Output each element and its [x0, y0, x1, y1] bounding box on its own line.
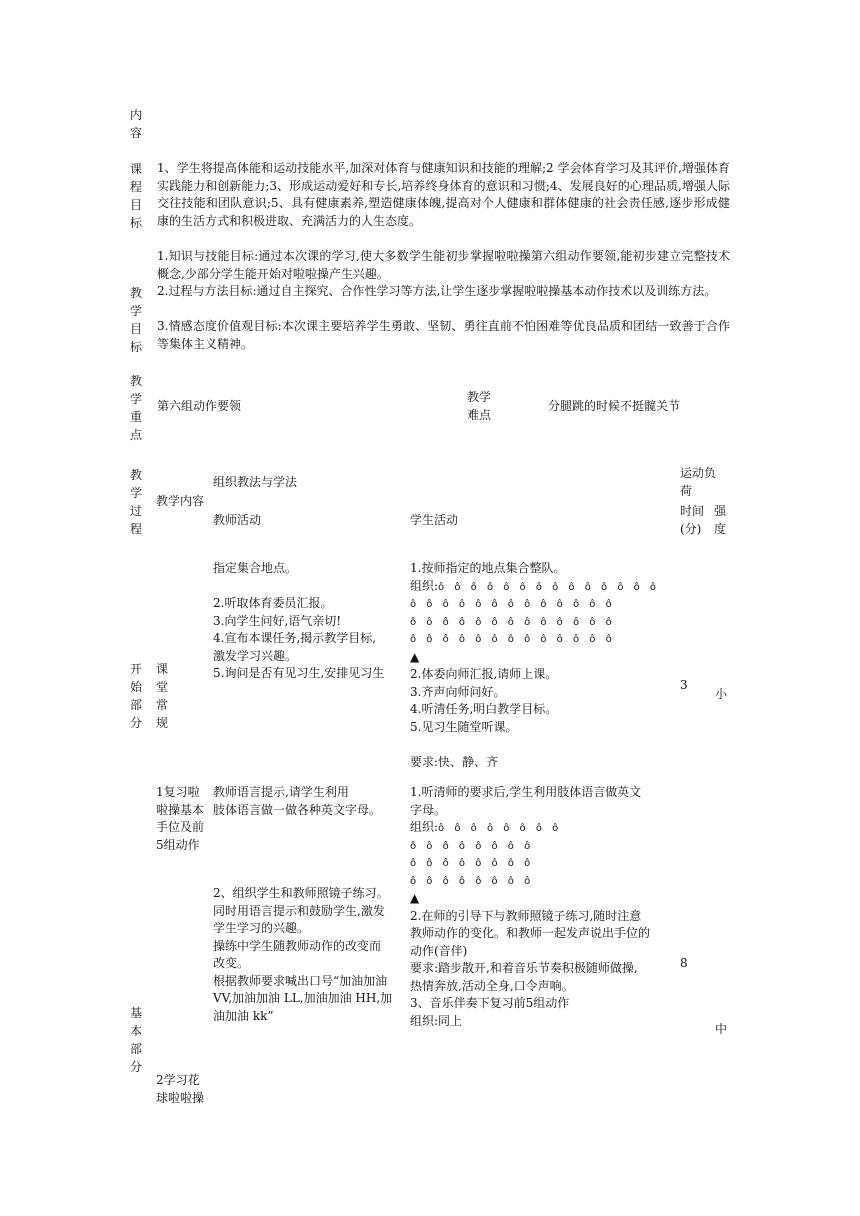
basic-student-line: 3、音乐伴奏下复习前5组动作 — [410, 996, 570, 1010]
teacher-position-icon: ▲ — [410, 891, 420, 905]
basic-teacher-activity-1 — [213, 784, 381, 819]
basic-teacher-line: 改变。 — [213, 956, 250, 970]
basic-student-line: 1.听清师的要求后,学生利用肢体语言做英文 — [410, 785, 642, 799]
start-teacher-line — [213, 578, 384, 596]
content-label: 内容 — [129, 108, 142, 140]
teaching-goal-item-2: 2.过程与方法目标:通过自主探究、合作性学习等方法,让学生逐步掌握啦啦操基本动作技术以及训练方法。 — [157, 284, 717, 298]
basic-content-2: 2学习花球啦啦操 — [156, 1073, 205, 1105]
content-col-header: 教学内容 — [156, 494, 205, 508]
basic-student-activity — [410, 784, 650, 1030]
student-formation-icon: ô ô ô ô ô ô ô ô ô ô ô ô ô — [410, 616, 616, 628]
start-formation-row — [410, 578, 660, 597]
student-formation-icon: ô ô ô ô ô ô ô ô — [410, 875, 534, 887]
difficulty-value: 分腿跳的时候不挺髋关节 — [548, 399, 681, 413]
student-formation-icon: ô ô ô ô ô ô ô ô ô ô ô ô ô — [410, 634, 616, 645]
basic-time: 8 — [680, 956, 688, 970]
student-formation-icon: ô ô ô ô ô ô ô ô — [410, 858, 534, 869]
start-student-line: 1.按师指定的地点集合整队。 — [410, 561, 566, 575]
student-formation-icon: ô ô ô ô ô ô ô ô — [410, 840, 534, 852]
basic-student-line: 2.在师的引导下与教师照镜子练习,随时注意 — [410, 908, 642, 923]
start-student-line: 5.见习生随堂听课。 — [410, 719, 518, 734]
formation-label: 组织: — [410, 578, 439, 593]
basic-teacher-line: 同时用语言提示和鼓励学生,激发 — [213, 903, 385, 918]
difficulty-label: 教学难点 — [467, 390, 492, 422]
basic-teacher-line: 根据教师要求喊出口号“加油加油 — [213, 973, 388, 988]
start-content: 课堂常规 — [155, 662, 168, 730]
basic-student-line: 教师动作的变化。和教师一起发声说出手位的 — [410, 926, 651, 940]
org-col-header: 组织教法与学法 — [213, 475, 298, 489]
process-label: 教学过程 — [129, 468, 142, 536]
basic-student-line: 要求:踏步散开,和着音乐节奏积极随师做操, — [410, 961, 638, 975]
course-goal-text: 1、学生将提高体能和运动技能水平,加深对体育与健康知识和技能的理解;2 学会体育学习及其评价,增强体育实践能力和创新能力;3、形成运动爱好和专长,培养终身体育的意识和习惯;4、发展良好的心理品质,增强人际交往技能和团队意识;5、具有健康素养,塑造健康体魄,提高对个人健康和群体健康的社会责任感,逐步形成健康的生活方式和积极进取、充满活力的人生态度。 — [157, 161, 730, 228]
course-goal-label: 课程目标 — [129, 162, 142, 230]
start-intensity: 小 — [715, 687, 728, 701]
start-student-line: 要求:快、静、齐 — [410, 754, 499, 769]
start-section-label: 开始部分 — [129, 662, 142, 730]
basic-teacher-line: 2、组织学生和教师照镜子练习。 — [213, 886, 389, 900]
start-teacher-line: 4.宣布本课任务,揭示教学目标, — [213, 631, 377, 645]
start-student-line: 3.齐声向师问好。 — [410, 684, 506, 699]
basic-student-line: 字母。 — [410, 802, 447, 817]
teaching-goal-item-3: 3.情感态度价值观目标:本次课主要培养学生勇敢、坚韧、勇往直前不怕困难等优良品质和团结一致善于合作等集体主义精神。 — [157, 319, 730, 351]
key-points-value: 第六组动作要领 — [157, 399, 242, 413]
student-formation-icon: ô ô ô ô ô ô ô ô ô ô ô ô ô — [410, 599, 616, 610]
basic-teacher-line: VV,加油加油 LL,加油加油 HH,加 — [213, 991, 393, 1005]
teaching-goal-label: 教学目标 — [129, 286, 142, 354]
teacher-col-header: 教师活动 — [213, 513, 262, 527]
basic-student-line: 动作(音伴) — [410, 943, 468, 958]
student-formation-icon: ô ô ô ô ô ô ô ô ô ô ô ô ô ô — [438, 581, 660, 593]
teacher-position-icon: ▲ — [410, 649, 420, 664]
start-teacher-line: 3.向学生问好,语气亲切! — [213, 613, 342, 628]
basic-teacher-line: 教师语言提示,请学生利用 — [213, 785, 349, 799]
key-points-label: 教学重点 — [129, 374, 142, 442]
load-col-header: 运动负荷 — [680, 466, 717, 498]
basic-teacher-line: 油加油 kk” — [213, 1008, 274, 1023]
basic-student-line: 组织:同上 — [410, 1013, 463, 1028]
basic-formation-row — [410, 819, 650, 838]
intensity-col-header: 强度 — [714, 504, 727, 536]
student-formation-icon: ô ô ô ô ô ô ô ô — [438, 823, 562, 834]
basic-intensity: 中 — [715, 1022, 728, 1036]
start-teacher-line: 2.听取体育委员汇报。 — [213, 596, 333, 610]
start-student-line — [410, 736, 660, 754]
start-teacher-activity — [213, 560, 384, 683]
basic-content-1: 1复习啦啦操基本手位及前5组动作 — [156, 785, 205, 852]
time-col-header: 时间(分) — [680, 504, 705, 536]
basic-teacher-line: 学生学习的兴趣。 — [213, 921, 310, 935]
basic-teacher-activity-2 — [213, 885, 392, 1025]
basic-section-label: 基本部分 — [129, 1006, 142, 1074]
student-col-header: 学生活动 — [410, 513, 459, 527]
basic-teacher-line: 操练中学生随教师动作的改变而 — [213, 938, 382, 953]
basic-student-line: 热情奔放,活动全身,口令声响。 — [410, 978, 574, 993]
start-student-activity — [410, 560, 660, 771]
start-teacher-line: 指定集合地点。 — [213, 561, 298, 575]
teaching-goal-item-1: 1.知识与技能目标:通过本次课的学习,使大多数学生能初步掌握啦啦操第六组动作要领,能初步建立完整技术概念,少部分学生能开始对啦啦操产生兴趣。 — [157, 249, 730, 281]
start-student-line: 4.听清任务,明白教学目标。 — [410, 702, 558, 716]
start-time: 3 — [680, 678, 688, 692]
start-teacher-line: 5.询问是否有见习生,安排见习生 — [213, 666, 385, 680]
basic-teacher-line: 肢体语言做一做各种英文字母。 — [213, 802, 382, 817]
formation-label: 组织: — [410, 820, 439, 834]
start-student-line: 2.体委向师汇报,请师上课。 — [410, 667, 558, 681]
start-teacher-line: 激发学习兴趣。 — [213, 648, 298, 663]
